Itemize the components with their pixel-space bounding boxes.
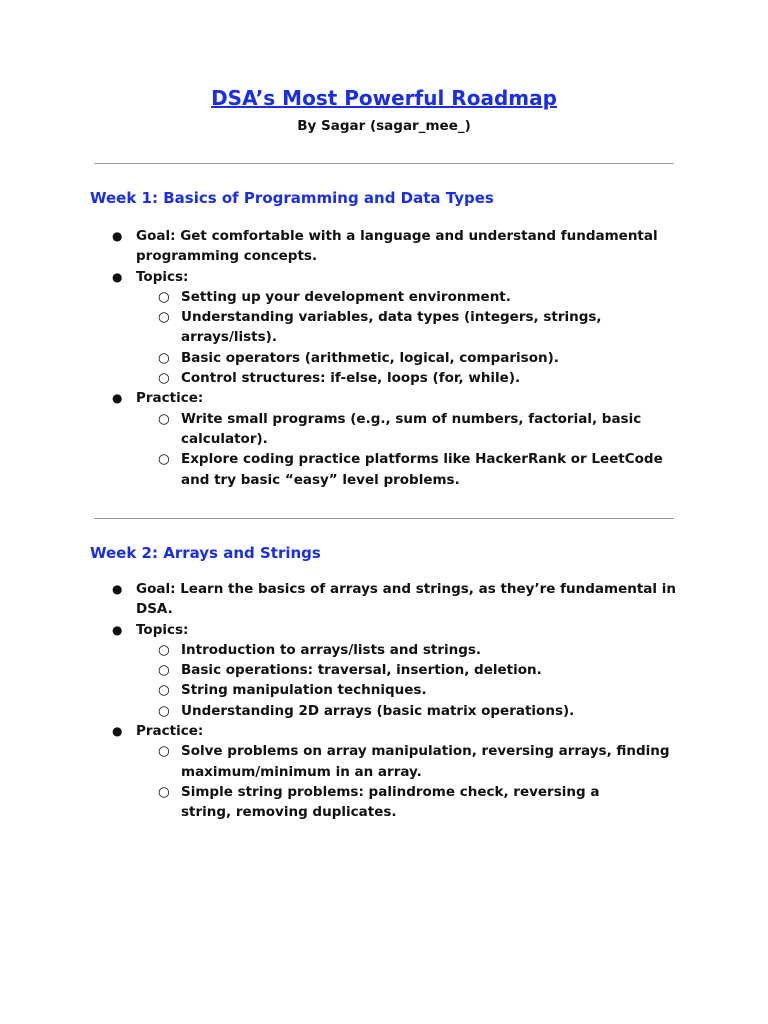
topic-item [0,368,768,388]
bullet-icon: ● [112,229,123,243]
topic-item [0,348,768,368]
topic-item [0,307,768,348]
circle-bullet-icon: ○ [158,682,170,699]
topic-text: Basic operators (arithmetic, logical, comparison). [181,349,559,366]
practice-task-item [0,782,768,823]
practice-task-item [0,409,768,450]
topic-text: String manipulation techniques. [181,682,427,699]
bullet-icon: ● [112,622,123,637]
topic-text: Introduction to arrays/lists and strings. [181,641,482,658]
circle-bullet-icon: ○ [158,641,170,658]
document-title[interactable]: DSA’s Most Powerful Roadmap [211,86,557,110]
topic-item [0,680,768,700]
bullet-icon: ● [112,582,123,596]
circle-bullet-icon: ○ [158,288,170,305]
divider [94,518,674,519]
circle-bullet-icon: ○ [158,451,170,468]
practice-text: Write small programs (e.g., sum of numbers, factorial, basic calculator). [181,410,642,447]
topic-text: Basic operations: traversal, insertion, deletion. [181,662,542,679]
topic-item [0,640,768,660]
practice-text: Solve problems on array manipulation, reversing arrays, finding maximum/minimum in an array. [181,743,670,780]
topics-label: Topics: [136,621,189,638]
practice-text: Simple string problems: palindrome check, reversing a string, removing duplicates. [181,783,600,821]
practice-task-item [0,741,768,782]
practice-item [0,388,768,408]
circle-bullet-icon: ○ [158,662,170,679]
practice-text: Explore coding practice platforms like HackerRank or LeetCode and try basic “easy” level problems. [181,451,663,488]
topic-text: Control structures: if-else, loops (for, while). [181,370,521,387]
topic-item [0,660,768,680]
goal-text: Goal: Learn the basics of arrays and strings, as they’re fundamental in DSA. [136,581,676,618]
document-author: By Sagar (sagar_mee_) [297,118,471,134]
practice-label: Practice: [136,723,204,740]
week-2-heading: Week 2: Arrays and Strings [90,544,321,562]
topic-text: Understanding 2D arrays (basic matrix operations). [181,702,575,719]
divider [94,163,674,164]
goal-text: Goal: Get comfortable with a language and understand fundamental programming concepts. [136,228,658,265]
circle-bullet-icon: ○ [158,410,170,427]
circle-bullet-icon: ○ [158,783,170,800]
week-1-section [0,226,768,490]
topics-item [0,267,768,287]
circle-bullet-icon: ○ [158,309,170,326]
topic-item [0,287,768,307]
topics-item [0,620,768,640]
goal-item [0,226,768,267]
circle-bullet-icon: ○ [158,702,170,719]
circle-bullet-icon: ○ [158,349,170,366]
topic-item [0,701,768,721]
topics-label: Topics: [136,268,189,285]
practice-task-item [0,449,768,490]
topic-text: Understanding variables, data types (integers, strings, arrays/lists). [181,309,602,346]
circle-bullet-icon: ○ [158,370,170,387]
topic-text: Setting up your development environment. [181,288,511,305]
circle-bullet-icon: ○ [158,743,170,760]
week-1-heading: Week 1: Basics of Programming and Data Types [90,189,494,207]
practice-item [0,721,768,741]
practice-label: Practice: [136,390,204,407]
bullet-icon: ● [112,391,123,406]
week-2-section [0,579,768,823]
bullet-icon: ● [112,269,123,284]
goal-item [0,579,768,620]
bullet-icon: ● [112,724,123,739]
